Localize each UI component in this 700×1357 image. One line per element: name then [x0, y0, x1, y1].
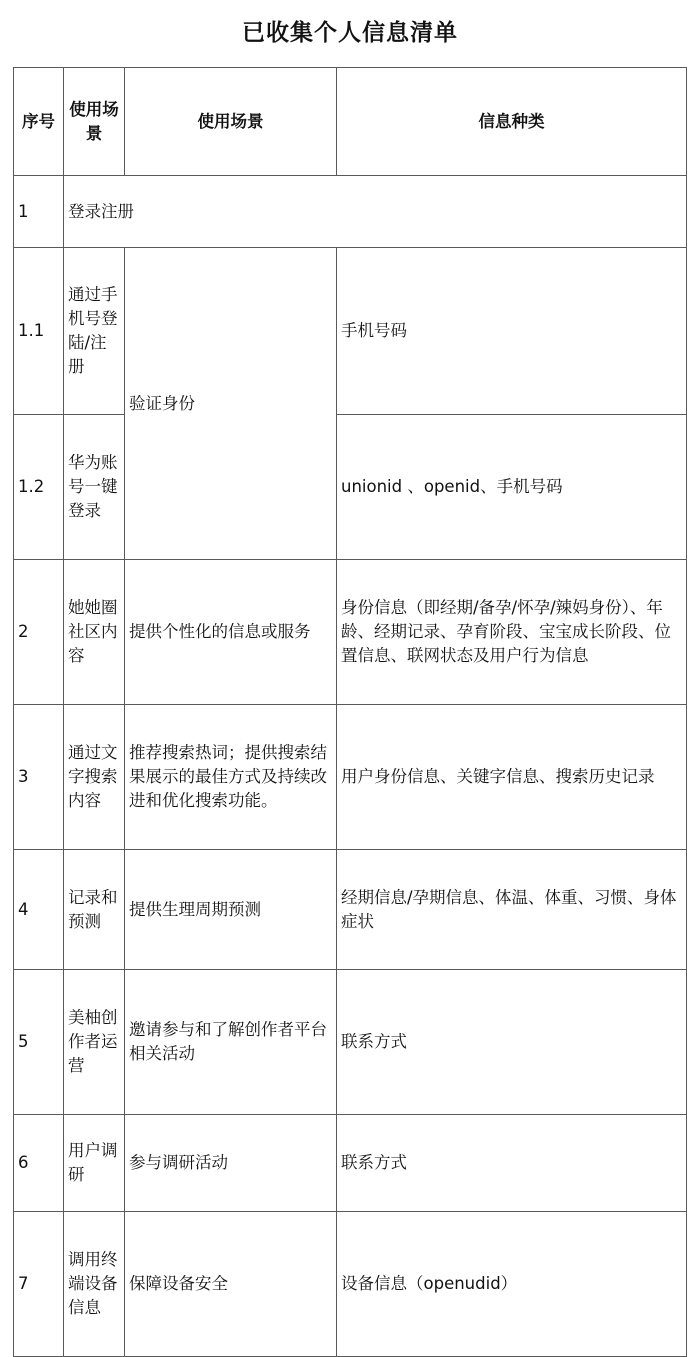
- header-num: 序号: [14, 68, 64, 176]
- row-scene: 通过手机号登陆/注册: [64, 248, 125, 415]
- row-num: 1.1: [14, 248, 64, 415]
- row-info-type: 用户身份信息、关键字信息、搜索历史记录: [337, 705, 687, 850]
- row-info-type: unionid 、openid、手机号码: [337, 415, 687, 560]
- row-scene: 用户调研: [64, 1115, 125, 1212]
- row-num: 6: [14, 1115, 64, 1212]
- row-info-type: 身份信息（即经期/备孕/怀孕/辣妈身份）、年龄、经期记录、孕育阶段、宝宝成长阶段、位置信息、联网状态及用户行为信息: [337, 560, 687, 705]
- row-scene: 记录和预测: [64, 850, 125, 970]
- table-row: [14, 176, 687, 248]
- header-purpose: 使用场景: [125, 68, 337, 176]
- row-info-type: 经期信息/孕期信息、体温、体重、习惯、身体症状: [337, 850, 687, 970]
- row-purpose: 验证身份: [125, 248, 337, 560]
- row-num: 3: [14, 705, 64, 850]
- row-info-type: 联系方式: [337, 1115, 687, 1212]
- row-info-type: 联系方式: [337, 970, 687, 1115]
- row-scene: 她她圈社区内容: [64, 560, 125, 705]
- row-info-type: 手机号码: [337, 248, 687, 415]
- personal-info-table: [13, 67, 687, 1357]
- page-title: 已收集个人信息清单: [242, 20, 458, 46]
- table-row: [14, 560, 687, 705]
- row-purpose: 保障设备安全: [125, 1212, 337, 1357]
- row-scene: 调用终端设备信息: [64, 1212, 125, 1357]
- row-scene: 登录注册: [64, 176, 687, 248]
- row-purpose: 邀请参与和了解创作者平台相关活动: [125, 970, 337, 1115]
- header-scene: 使用场景: [64, 68, 125, 176]
- row-purpose: 参与调研活动: [125, 1115, 337, 1212]
- row-num: 1: [14, 176, 64, 248]
- table-row: [14, 850, 687, 970]
- row-num: 7: [14, 1212, 64, 1357]
- row-num: 4: [14, 850, 64, 970]
- row-num: 2: [14, 560, 64, 705]
- table-row: [14, 415, 687, 560]
- row-info-type: 设备信息（openudid）: [337, 1212, 687, 1357]
- row-purpose: 提供生理周期预测: [125, 850, 337, 970]
- table-row: [14, 1115, 687, 1212]
- row-scene: 通过文字搜索内容: [64, 705, 125, 850]
- table-row: [14, 705, 687, 850]
- row-num: 5: [14, 970, 64, 1115]
- table-row: [14, 248, 687, 415]
- row-scene: 华为账号一键登录: [64, 415, 125, 560]
- table-row: [14, 970, 687, 1115]
- row-purpose: 推荐搜索热词；提供搜索结果展示的最佳方式及持续改进和优化搜索功能。: [125, 705, 337, 850]
- row-scene: 美柚创作者运营: [64, 970, 125, 1115]
- row-purpose: 提供个性化的信息或服务: [125, 560, 337, 705]
- table-header-row: [14, 68, 687, 176]
- row-num: 1.2: [14, 415, 64, 560]
- header-info-type: 信息种类: [337, 68, 687, 176]
